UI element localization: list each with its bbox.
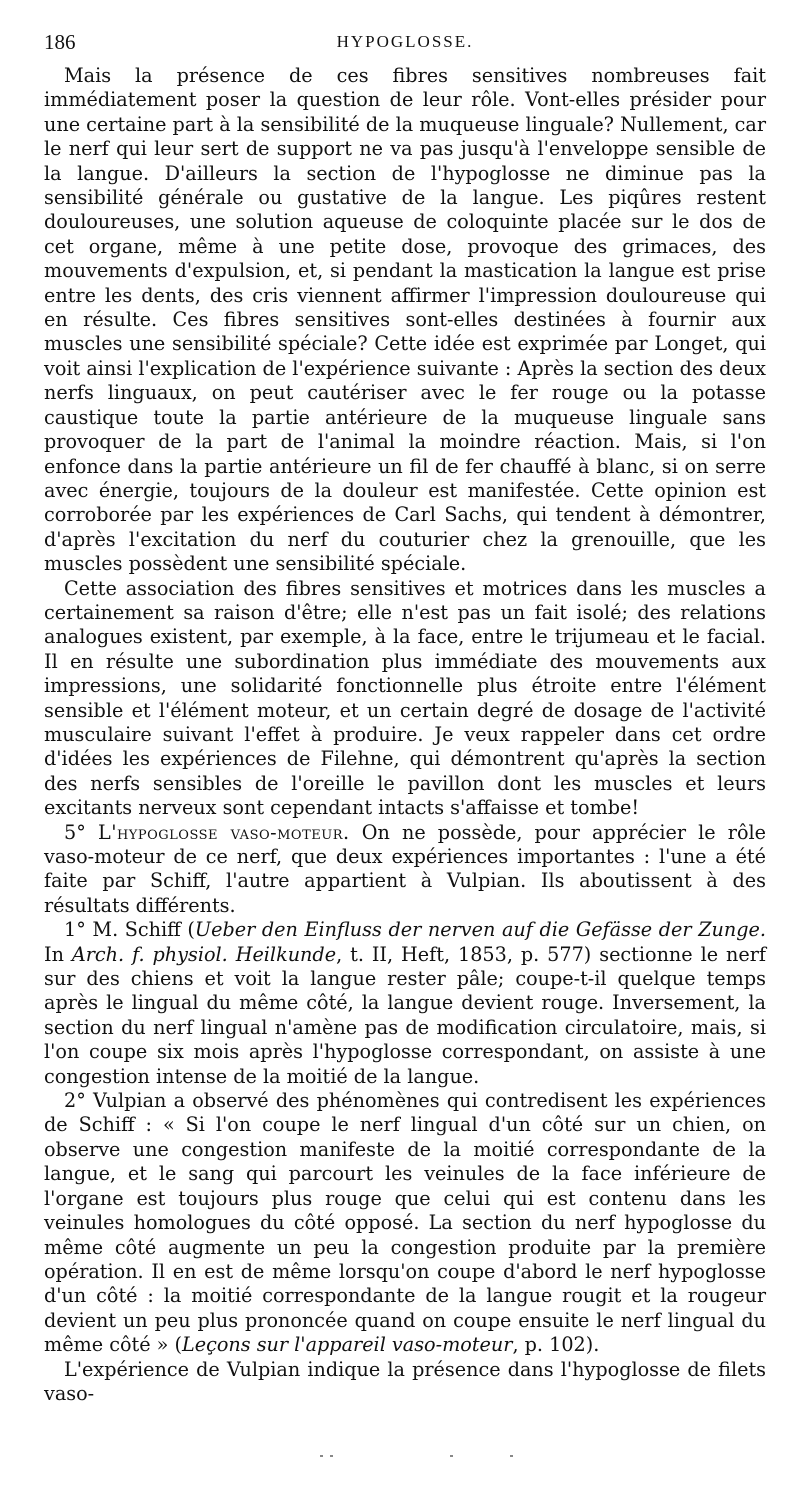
text-run: , p. 102). (512, 1333, 600, 1357)
text-run: , t. II, Heft, 1853, p. 577) sectionne le nerf sur des chiens et voit la langue rester pâle; coupe-t-il quelque temps après le lingual du même côté, la langue devient rouge. Inversement, la section du nerf lingual n'amène pas de modification circulatoire, mais, si l'on coupe six mois après l'hypoglosse correspondant, on assiste à une congestion intense de la moitié de la langue. (44, 942, 767, 1088)
citation-title: Leçons sur l'appareil vaso-moteur (182, 1333, 513, 1357)
body-text (44, 64, 766, 1406)
section-intro: On ne possède, pour apprécier le rôle vaso-moteur de ce nerf, que deux expériences importantes : l'une a été faite par Schiff, l'autre appartient à Vulpian. Ils aboutissent à des résultats différents. (44, 820, 766, 917)
citation-title: Ueber den Einfluss der nerven auf die Gefässe der Zunge. (194, 918, 766, 942)
page-header (44, 30, 766, 64)
text-run: 2° Vulpian a observé des phénomènes qui contredisent les expériences de Schiff : « Si l'on coupe le nerf lingual d'un côté sur un chien, on observe une congestion manifeste de la moitié correspondante de la langue, et le sang qui parcourt les veinules de la face inférieure de l'organe est toujours plus rouge que celui qui est contenu dans les veinules homologues du côté opposé. La section du nerf hypoglosse du même côté augmente un peu la congestion produite par la première opération. Il en est de même lorsqu'on coupe d'abord le nerf hypoglosse d'un côté : la moitié correspondante de la langue rougit et la rougeur devient un peu plus prononcée quand on coupe ensuite le nerf lingual du même côté » ( (44, 1089, 766, 1357)
paragraph-vasomotor-section (44, 821, 766, 919)
page-number: 186 (44, 30, 76, 54)
citation-journal: Arch. f. physiol. Heilkunde (71, 942, 337, 966)
running-title: HYPOGLOSSE. (336, 32, 474, 51)
book-page (44, 30, 766, 1406)
scan-specks (300, 1455, 550, 1465)
text-run: 1° M. Schiff ( (64, 918, 195, 942)
paragraph-schiff-experiment (44, 918, 766, 1089)
section-heading: L'hypoglosse vaso-moteur. (97, 820, 350, 844)
paragraph-sensory-motor-association: Cette association des fibres sensitives et motrices dans les muscles a certainement sa raison d'être; elle n'est pas un fait isolé; des relations analogues existent, par exemple, à la face, entre le trijumeau et le facial. Il en résulte une subordination plus immédiate des mouvements aux impressions, une solidarité fonctionnelle plus étroite entre l'élément sensible et l'élément moteur, et un certain degré de dosage de l'activité musculaire suivant l'effet à produire. Je veux rappeler dans cet ordre d'idées les expériences de Filehne, qui démontrent qu'après la section des nerfs sensibles de l'oreille le pavillon dont les muscles et leurs excitants nerveux sont cependant intacts s'affaisse et tombe! (44, 576, 766, 820)
paragraph-sensitive-fibres: Mais la présence de ces fibres sensitives nombreuses fait immédiatement poser la question de leur rôle. Vont-elles présider pour une certaine part à la sensibilité de la muqueuse linguale? Nullement, car le nerf qui leur sert de support ne va pas jusqu'à l'enveloppe sensible de la langue. D'ailleurs la section de l'hypoglosse ne diminue pas la sensibilité générale ou gustative de la langue. Les piqûres restent douloureuses, une solution aqueuse de coloquinte placée sur le dos de cet organe, même à une petite dose, provoque des grimaces, des mouvements d'expulsion, et, si pendant la mastication la langue est prise entre les dents, des cris viennent affirmer l'impression douloureuse qui en résulte. Ces fibres sensitives sont-elles destinées à fournir aux muscles une sensibilité spéciale? Cette idée est exprimée par Longet, qui voit ainsi l'explication de l'expérience suivante : Après la section des deux nerfs linguaux, on peut cautériser avec le fer rouge ou la potasse caustique toute la partie antérieure de la muqueuse linguale sans provoquer de la part de l'animal la moindre réaction. Mais, si l'on enfonce dans la partie antérieure un fil de fer chauffé à blanc, si on serre avec énergie, toujours de la douleur est manifestée. Cette opinion est corroborée par les expériences de Carl Sachs, qui tendent à démontrer, d'après l'excitation du nerf du couturier chez la grenouille, que les muscles possèdent une sensibilité spéciale. (44, 64, 767, 576)
section-number: 5° (64, 820, 86, 844)
text-run: In (44, 942, 72, 966)
paragraph-vulpian-conclusion: L'expérience de Vulpian indique la présence dans l'hypoglosse de filets vaso- (44, 1357, 766, 1405)
paragraph-vulpian-experiment (44, 1089, 766, 1357)
